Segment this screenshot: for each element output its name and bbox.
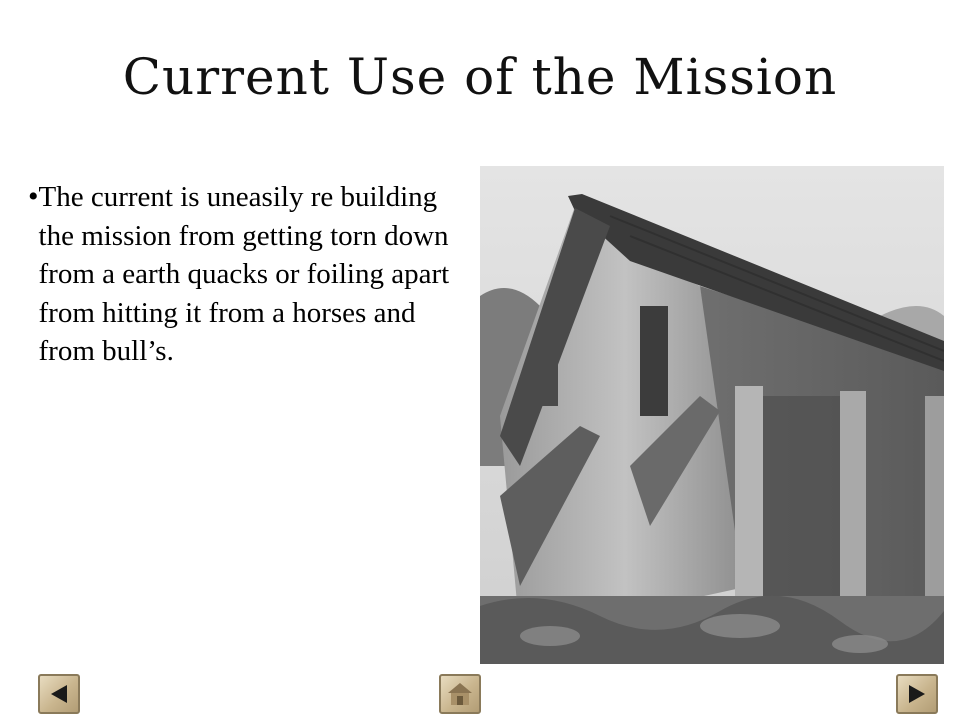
bullet-item: [28, 178, 458, 371]
bullet-text: The current is uneasily re building the mission from getting torn down from a earth quacks or foiling apart from hitting it from a horses and from bull’s.: [38, 181, 450, 367]
next-slide-button[interactable]: [896, 674, 938, 714]
previous-slide-button[interactable]: [38, 674, 80, 714]
triangle-left-icon: [47, 682, 71, 706]
mission-photo: [480, 166, 944, 664]
triangle-right-icon: [905, 682, 929, 706]
slide-title: Current Use of the Mission: [122, 48, 838, 106]
house-icon: [446, 681, 474, 707]
bullet-list: [28, 178, 458, 371]
bullet-icon: •: [28, 180, 39, 213]
home-button[interactable]: [439, 674, 481, 714]
